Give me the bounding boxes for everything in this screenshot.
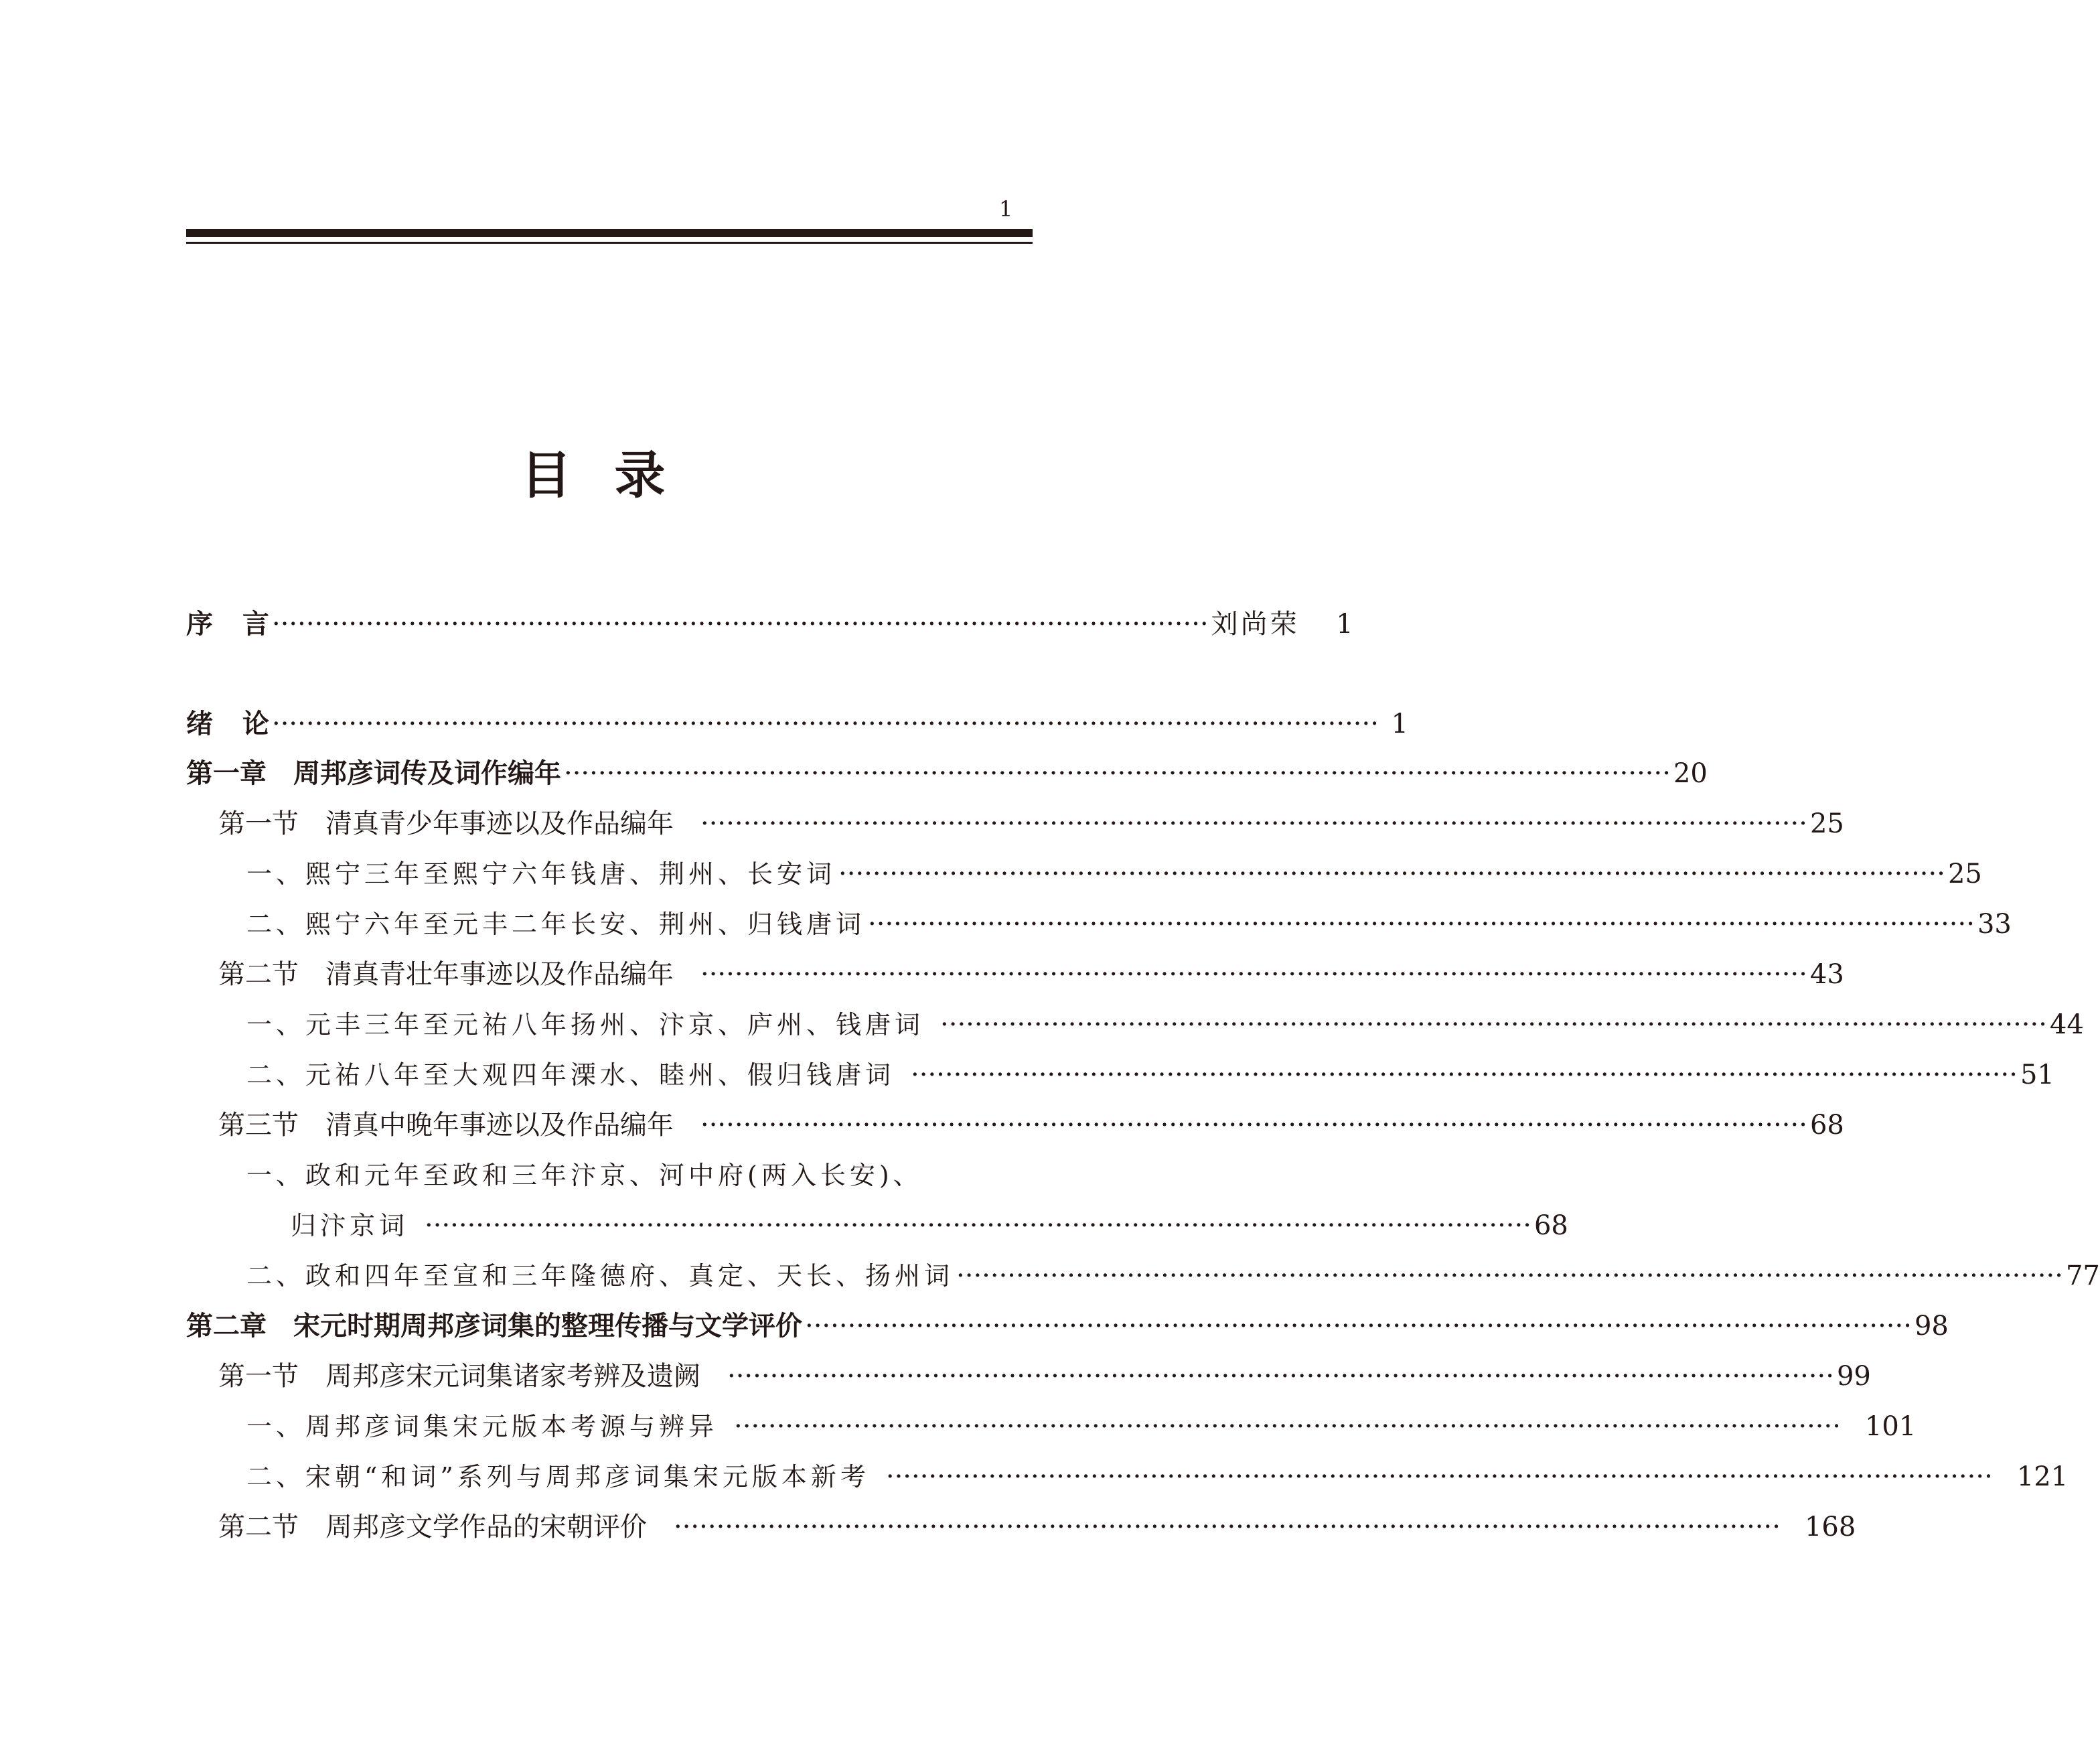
leader-dots: ··································································································································: [564, 758, 1671, 789]
leader-dots: ··································································································································: [272, 709, 1379, 739]
leader-dots: ··································································································································: [700, 959, 1807, 990]
toc-entry-section[interactable]: [186, 804, 1844, 844]
toc-entry-page: 1: [1391, 709, 1408, 739]
toc-entry-page: 68: [1533, 1210, 1568, 1241]
leader-dots: ··································································································································: [700, 808, 1807, 839]
toc-entry-label: 第二章 宋元时期周邦彦词集的整理传播与文学评价: [186, 1311, 802, 1342]
toc-entry-item[interactable]: [186, 854, 1982, 894]
toc-entry-page: 25: [1809, 808, 1844, 839]
leader-dots: ··································································································································: [700, 1110, 1807, 1141]
leader-dots: ··································································································································: [674, 1512, 1781, 1542]
toc-entry-item[interactable]: [186, 1005, 2084, 1045]
toc-entry-author: 刘尚荣: [1211, 609, 1300, 640]
toc-entry-page: 44: [2049, 1009, 2084, 1040]
toc-entry-page: 20: [1673, 758, 1708, 789]
toc-entry-intro[interactable]: [186, 704, 1408, 744]
leader-dots: ··································································································································: [940, 1009, 2047, 1040]
toc-entry-item-continued[interactable]: [186, 1206, 1568, 1246]
toc-entry-page: 68: [1809, 1110, 1844, 1141]
toc-entry-label: 序 言: [186, 609, 269, 640]
leader-dots: ··································································································································: [885, 1461, 1993, 1492]
toc-entry-label: 归汴京词: [291, 1211, 409, 1240]
toc-entry-label: 二、政和四年至宣和三年隆德府、真定、天长、扬州词: [246, 1261, 954, 1291]
toc-entry-page: 51: [2020, 1060, 2054, 1090]
toc-entry-label: 二、元祐八年至大观四年溧水、睦州、假归钱唐词: [246, 1060, 895, 1090]
toc-entry-label: 一、元丰三年至元祐八年扬州、汴京、庐州、钱唐词: [246, 1010, 925, 1039]
toc-entry-item[interactable]: [186, 1155, 1033, 1195]
toc-entry-label: 第一章 周邦彦词传及词作编年: [186, 758, 561, 789]
toc-entry-preface[interactable]: [186, 604, 1353, 644]
toc-entry-section[interactable]: [186, 954, 1844, 995]
leader-dots: ··································································································································: [911, 1060, 2018, 1090]
toc-entry-page: 25: [1947, 859, 1982, 889]
toc-entry-label: 一、政和元年至政和三年汴京、河中府(两入长安)、: [246, 1161, 923, 1190]
toc-entry-item[interactable]: [186, 1055, 2054, 1095]
leader-dots: ··································································································································: [734, 1411, 1841, 1442]
header-rule-thick: [186, 229, 1033, 237]
toc-entry-label: 第一节 清真青少年事迹以及作品编年: [218, 808, 674, 839]
toc-entry-page: 168: [1804, 1512, 1856, 1542]
toc-entry-label: 一、周邦彦词集宋元版本考源与辨异: [246, 1412, 719, 1441]
toc-entry-page: 98: [1914, 1311, 1949, 1342]
toc-entry-section[interactable]: [186, 1105, 1844, 1145]
leader-dots: ··································································································································: [838, 859, 1945, 889]
toc-entry-label: 二、熙宁六年至元丰二年长安、荆州、归钱唐词: [246, 910, 866, 939]
toc-entry-item[interactable]: [186, 1457, 2069, 1497]
toc-title: [0, 442, 1186, 509]
toc-entry-item[interactable]: [186, 1406, 1917, 1447]
toc-entry-page: 101: [1864, 1411, 1917, 1442]
toc-entry-section[interactable]: [186, 1507, 1856, 1547]
leader-dots: ··································································································································: [425, 1210, 1531, 1241]
toc-entry-label: 二、宋朝“和词”系列与周邦彦词集宋元版本新考: [246, 1462, 870, 1492]
toc-entry-label: 第一节 周邦彦宋元词集诸家考辨及遗阙: [218, 1361, 700, 1392]
toc-title-char-2: 录: [614, 445, 666, 505]
toc-title-char-1: 目: [520, 445, 572, 505]
leader-dots: ··············································································································: [272, 609, 1209, 640]
toc-entry-label: 一、熙宁三年至熙宁六年钱唐、荆州、长安词: [246, 859, 836, 889]
leader-dots: ··································································································································: [727, 1361, 1834, 1392]
leader-dots: ··································································································································: [805, 1311, 1912, 1342]
toc-entry-page: 1: [1336, 609, 1353, 640]
toc-entry-label: 第三节 清真中晚年事迹以及作品编年: [218, 1110, 674, 1141]
toc-entry-page: 43: [1809, 959, 1844, 990]
header-rule-thin: [186, 242, 1033, 244]
toc-entry-page: 121: [2016, 1461, 2069, 1492]
toc-entry-item[interactable]: [186, 904, 2012, 944]
page-number: 1: [998, 196, 1013, 222]
toc-entry-page: 33: [1977, 909, 2012, 940]
toc-entry-chapter-1[interactable]: [186, 753, 1708, 794]
toc-entry-section[interactable]: [186, 1356, 1871, 1396]
toc-entry-item[interactable]: [186, 1256, 2100, 1296]
toc-entry-chapter-2[interactable]: [186, 1306, 1949, 1346]
toc-entry-label: 第二节 周邦彦文学作品的宋朝评价: [218, 1512, 647, 1542]
toc-entry-label: 第二节 清真青壮年事迹以及作品编年: [218, 959, 674, 990]
toc-entry-page: 99: [1836, 1361, 1871, 1392]
leader-dots: ··································································································································: [868, 909, 1975, 940]
leader-dots: ··································································································································: [956, 1260, 2063, 1291]
toc-entry-label: 绪 论: [186, 709, 269, 739]
toc-entry-page: 77: [2065, 1260, 2100, 1291]
